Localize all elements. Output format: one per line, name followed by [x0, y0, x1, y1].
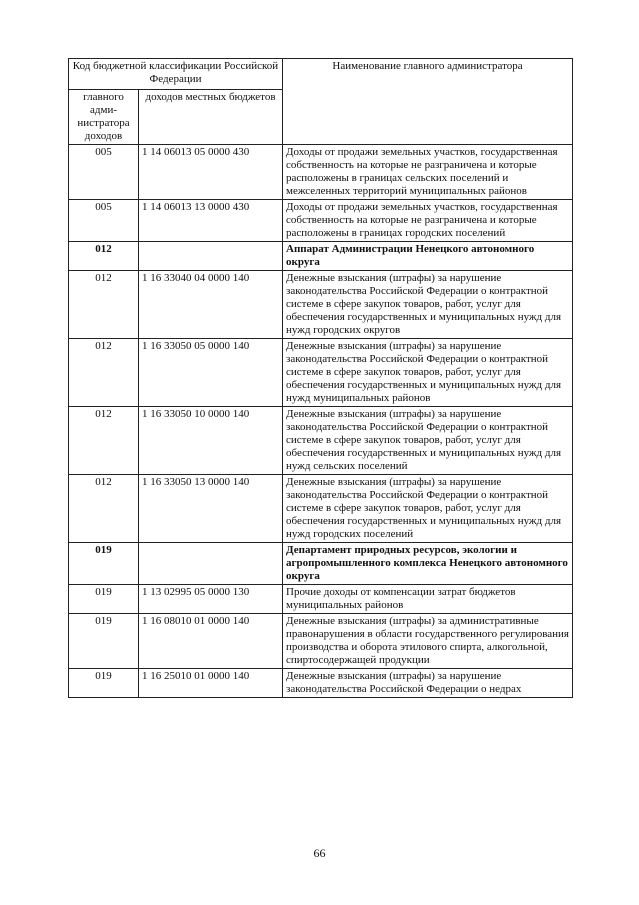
- admin-code-cell: 019: [69, 614, 139, 669]
- administrator-name-cell: Доходы от продажи земельных участков, государственная собственность на которые не разграничена и которые расположены в границах сельских поселений и межселенных территорий муниципальных районов: [283, 145, 573, 200]
- administrator-name-cell: Департамент природных ресурсов, экологии и агропромышленного комплекса Ненецкого автономного округа: [283, 543, 573, 585]
- administrator-name-cell: Денежные взыскания (штрафы) за нарушение законодательства Российской Федерации о контрактной системе в сфере закупок товаров, работ, услуг для обеспечения государственных и муниципальных нужд для нужд городских округов: [283, 271, 573, 339]
- header-budget-code-group: Код бюджетной классификации Российской Федерации: [69, 59, 283, 90]
- table-row: [69, 543, 573, 585]
- admin-code-cell: 012: [69, 271, 139, 339]
- admin-code-cell: 005: [69, 200, 139, 242]
- budget-code-cell: 1 13 02995 05 0000 130: [139, 585, 283, 614]
- administrator-name-cell: Денежные взыскания (штрафы) за нарушение законодательства Российской Федерации о контрактной системе в сфере закупок товаров, работ, услуг для обеспечения государственных и муниципальных нужд для нужд городских поселений: [283, 475, 573, 543]
- budget-code-cell: 1 16 33050 13 0000 140: [139, 475, 283, 543]
- budget-code-cell: [139, 543, 283, 585]
- budget-code-cell: 1 16 33050 05 0000 140: [139, 339, 283, 407]
- admin-code-cell: 012: [69, 242, 139, 271]
- budget-code-cell: 1 16 08010 01 0000 140: [139, 614, 283, 669]
- admin-code-cell: 019: [69, 669, 139, 698]
- admin-code-cell: 012: [69, 339, 139, 407]
- table-row: [69, 614, 573, 669]
- table-row: [69, 407, 573, 475]
- administrator-name-cell: Доходы от продажи земельных участков, государственная собственность на которые не разграничена и которые расположены в границах городских поселений: [283, 200, 573, 242]
- header-local-budget-income: доходов местных бюджетов: [139, 90, 283, 145]
- page-number: 66: [313, 846, 326, 860]
- header-main-administrator: главного адми-нистратора доходов: [69, 90, 139, 145]
- table-body: [69, 145, 573, 698]
- table-row: [69, 339, 573, 407]
- budget-code-cell: 1 16 33050 10 0000 140: [139, 407, 283, 475]
- admin-code-cell: 019: [69, 543, 139, 585]
- admin-code-cell: 012: [69, 475, 139, 543]
- budget-code-cell: 1 14 06013 13 0000 430: [139, 200, 283, 242]
- administrator-name-cell: Аппарат Администрации Ненецкого автономного округа: [283, 242, 573, 271]
- administrator-name-cell: Прочие доходы от компенсации затрат бюджетов муниципальных районов: [283, 585, 573, 614]
- header-row-group: [69, 59, 573, 90]
- table-row: [69, 145, 573, 200]
- table-row: [69, 585, 573, 614]
- budget-code-cell: 1 14 06013 05 0000 430: [139, 145, 283, 200]
- table-row: [69, 669, 573, 698]
- admin-code-cell: 012: [69, 407, 139, 475]
- budget-code-cell: 1 16 25010 01 0000 140: [139, 669, 283, 698]
- table-row: [69, 200, 573, 242]
- admin-code-cell: 005: [69, 145, 139, 200]
- administrator-name-cell: Денежные взыскания (штрафы) за нарушение законодательства Российской Федерации о контрактной системе в сфере закупок товаров, работ, услуг для обеспечения государственных и муниципальных нужд для нужд муниципальных районов: [283, 339, 573, 407]
- budget-code-cell: 1 16 33040 04 0000 140: [139, 271, 283, 339]
- administrator-name-cell: Денежные взыскания (штрафы) за нарушение законодательства Российской Федерации о контрактной системе в сфере закупок товаров, работ, услуг для обеспечения государственных и муниципальных нужд для нужд сельских поселений: [283, 407, 573, 475]
- administrator-name-cell: Денежные взыскания (штрафы) за административные правонарушения в области государственного регулирования производства и оборота этилового спирта, алкогольной, спиртосодержащей продукции: [283, 614, 573, 669]
- table-row: [69, 271, 573, 339]
- table-row: [69, 475, 573, 543]
- admin-code-cell: 019: [69, 585, 139, 614]
- administrator-name-cell: Денежные взыскания (штрафы) за нарушение законодательства Российской Федерации о недрах: [283, 669, 573, 698]
- budget-classification-table: [68, 58, 573, 698]
- budget-code-cell: [139, 242, 283, 271]
- header-administrator-name: Наименование главного администратора: [283, 59, 573, 145]
- table-row: [69, 242, 573, 271]
